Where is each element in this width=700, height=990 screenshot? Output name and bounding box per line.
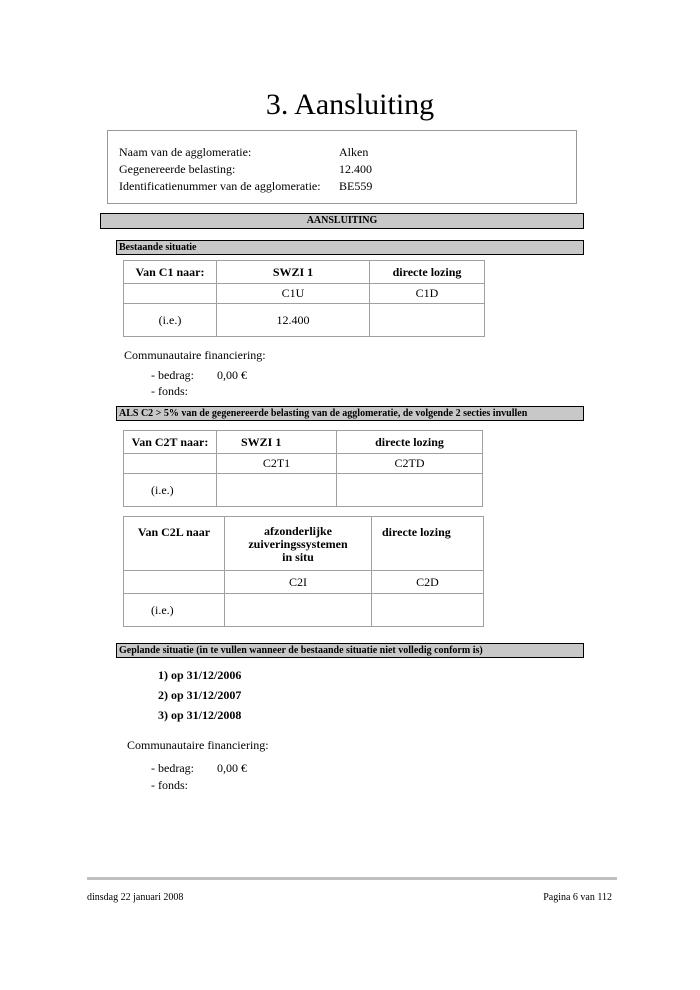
- existing-financing-label: Communautaire financiering:: [124, 348, 266, 362]
- agglomeration-info-box: [107, 130, 577, 204]
- c1-cell-c1d: C1D: [370, 284, 485, 304]
- c2l-header-direct: directe lozing: [372, 517, 484, 571]
- existing-situation-header: Bestaande situatie: [116, 240, 584, 255]
- c1-header-swzi: SWZI 1: [217, 261, 370, 284]
- c2t-table: [123, 430, 483, 507]
- planned-financing-label: Communautaire financiering:: [127, 738, 269, 752]
- c2l-header-onsite-line2: zuiveringssystemen: [248, 537, 348, 551]
- c2l-cell-ie-direct: [372, 594, 484, 627]
- c1-table: [123, 260, 485, 337]
- c2t-cell-ie: (i.e.): [124, 474, 217, 507]
- c2t-cell-ie-direct: [337, 474, 483, 507]
- c2l-header-onsite-line3: in situ: [282, 550, 314, 564]
- planned-item-2006: 1) op 31/12/2006: [158, 668, 242, 682]
- c2l-header-onsite-line1: afzonderlijke: [264, 524, 332, 538]
- c2l-table: [123, 516, 484, 627]
- c1-cell-empty: [124, 284, 217, 304]
- c2t-cell-c2td: C2TD: [337, 454, 483, 474]
- planned-item-2007: 2) op 31/12/2007: [158, 688, 242, 702]
- planned-situation-header: Geplande situatie (in te vullen wanneer de bestaande situatie niet volledig conform is): [116, 643, 584, 658]
- c1-cell-c1u: C1U: [217, 284, 370, 304]
- footer-page-number: Pagina 6 van 112: [543, 892, 612, 903]
- c1-cell-ie-direct: [370, 304, 485, 337]
- section-header-aansluiting: AANSLUITING: [100, 213, 584, 229]
- c2l-header-from: Van C2L naar: [124, 517, 225, 571]
- c2t-cell-c2t1: C2T1: [217, 454, 337, 474]
- c1-header-direct: directe lozing: [370, 261, 485, 284]
- c2t-header-swzi: SWZI 1: [217, 431, 337, 454]
- c2l-cell-empty: [124, 571, 225, 594]
- c2-condition-header: ALS C2 > 5% van de gegenereerde belasting van de agglomeratie, de volgende 2 secties invullen: [116, 406, 584, 421]
- c2l-header-onsite: [225, 517, 372, 571]
- info-value-name: Alken: [339, 145, 369, 159]
- planned-bedrag-label: - bedrag:: [151, 761, 194, 775]
- existing-fonds-label: - fonds:: [151, 384, 188, 398]
- info-label-name: Naam van de agglomeratie:: [119, 145, 252, 159]
- info-value-load: 12.400: [339, 162, 372, 176]
- c1-cell-ie-value: 12.400: [217, 304, 370, 337]
- planned-item-2008: 3) op 31/12/2008: [158, 708, 242, 722]
- c2t-cell-ie-swzi: [217, 474, 337, 507]
- c2l-cell-ie: (i.e.): [124, 594, 225, 627]
- planned-fonds-label: - fonds:: [151, 778, 188, 792]
- planned-bedrag-value: 0,00 €: [217, 761, 247, 775]
- info-label-id: Identificatienummer van de agglomeratie:: [119, 179, 321, 193]
- c2l-cell-c2d: C2D: [372, 571, 484, 594]
- c2l-cell-c2i: C2I: [225, 571, 372, 594]
- existing-bedrag-value: 0,00 €: [217, 368, 247, 382]
- c2t-header-direct: directe lozing: [337, 431, 483, 454]
- page-title: 3. Aansluiting: [265, 88, 435, 121]
- c2t-cell-empty: [124, 454, 217, 474]
- c2t-header-from: Van C2T naar:: [124, 431, 217, 454]
- info-value-id: BE559: [339, 179, 373, 193]
- c1-header-from: Van C1 naar:: [124, 261, 217, 284]
- c2l-cell-ie-onsite: [225, 594, 372, 627]
- footer-divider: [87, 877, 617, 880]
- c1-cell-ie: (i.e.): [124, 304, 217, 337]
- info-label-load: Gegenereerde belasting:: [119, 162, 236, 176]
- existing-bedrag-label: - bedrag:: [151, 368, 194, 382]
- footer-date: dinsdag 22 januari 2008: [87, 892, 184, 903]
